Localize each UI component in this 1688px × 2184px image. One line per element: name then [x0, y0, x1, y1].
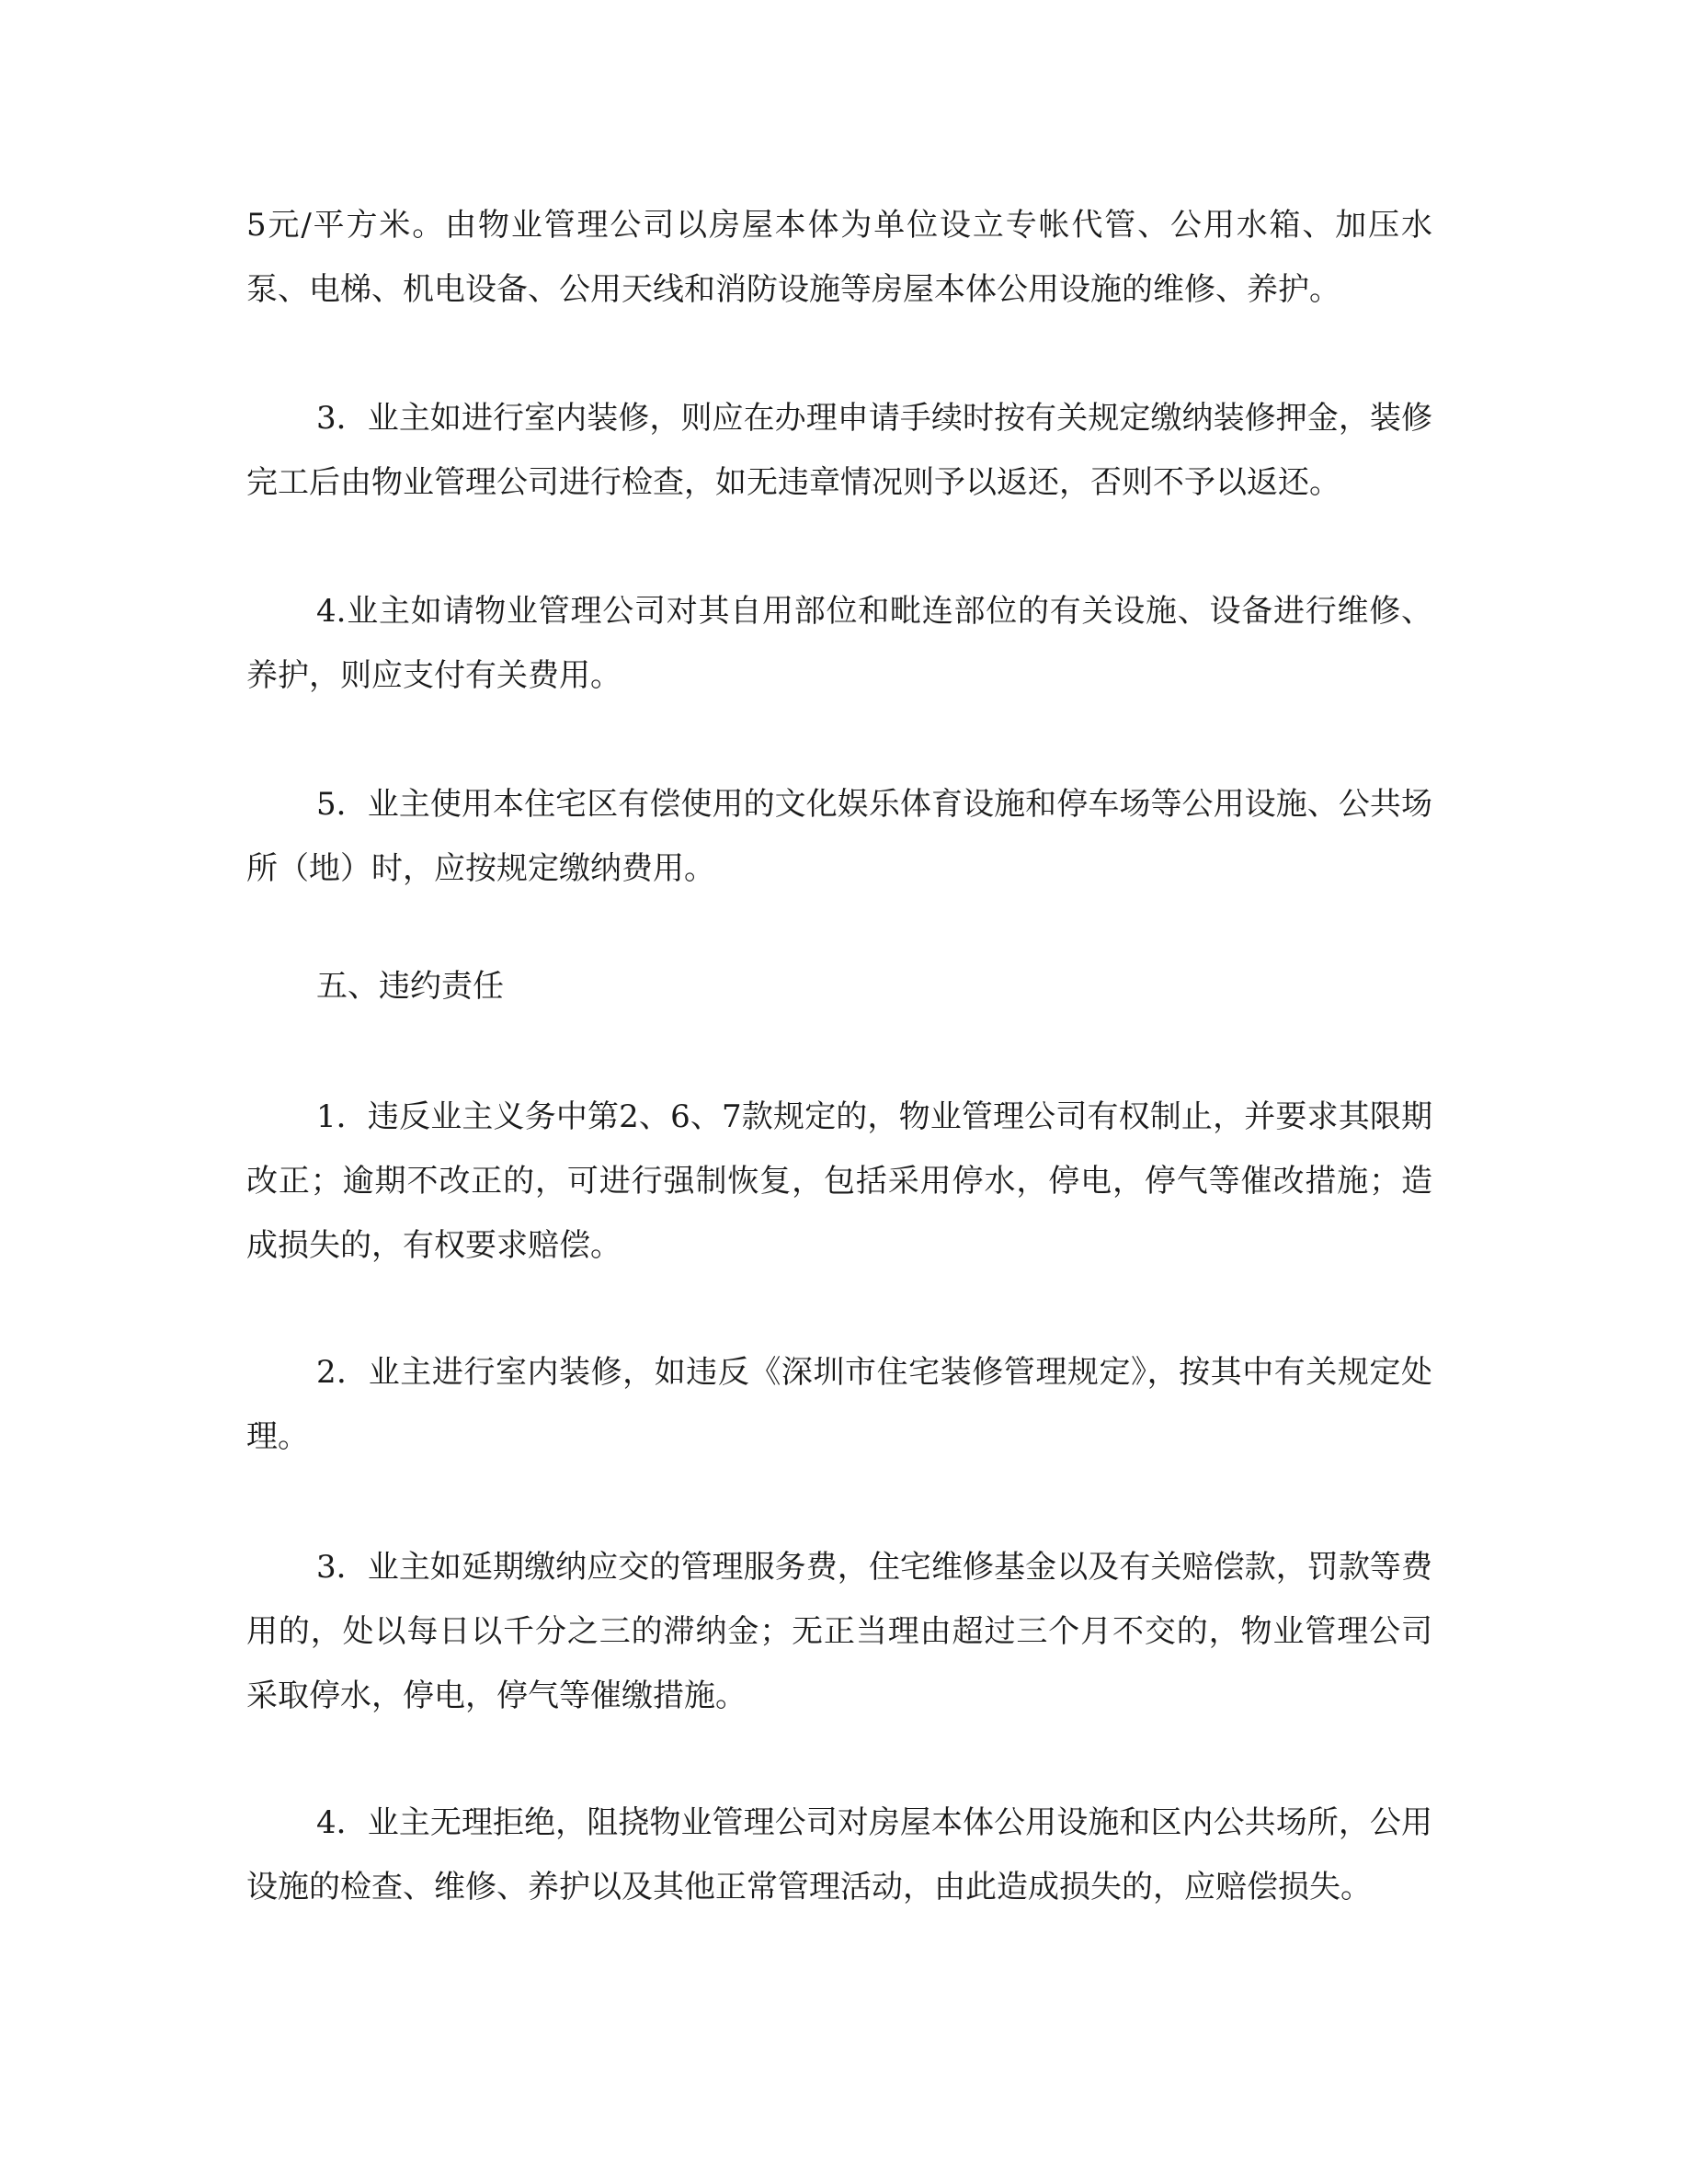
paragraph-liability-3: 3．业主如延期缴纳应交的管理服务费，住宅维修基金以及有关赔偿款，罚款等费用的，处以每日以千分之三的滞纳金；无正当理由超过三个月不交的，物业管理公司采取停水，停电，停气等催缴措施。 — [246, 1549, 1432, 1714]
paragraph-liability-2: 2．业主进行室内装修，如违反《深圳市住宅装修管理规定》，按其中有关规定处理。 — [246, 1354, 1432, 1455]
paragraph-paid-facilities: 5．业主使用本住宅区有偿使用的文化娱乐体育设施和停车场等公用设施、公共场所（地）时，应按规定缴纳费用。 — [246, 786, 1432, 887]
paragraph-liability-4: 4．业主无理拒绝，阻挠物业管理公司对房屋本体公用设施和区内公共场所，公用设施的检查、维修、养护以及其他正常管理活动，由此造成损失的，应赔偿损失。 — [246, 1804, 1432, 1905]
section-heading-liability: 五、违约责任 — [316, 968, 504, 1005]
paragraph-maintenance-fund-continued: 5元/平方米。由物业管理公司以房屋本体为单位设立专帐代管、公用水箱、加压水泵、电梯、机电设备、公用天线和消防设施等房屋本体公用设施的维修、养护。 — [246, 207, 1432, 308]
paragraph-self-use-repair: 4.业主如请物业管理公司对其自用部位和毗连部位的有关设施、设备进行维修、养护，则应支付有关费用。 — [246, 593, 1432, 694]
paragraph-renovation-deposit: 3．业主如进行室内装修，则应在办理申请手续时按有关规定缴纳装修押金，装修完工后由物业管理公司进行检查，如无违章情况则予以返还，否则不予以返还。 — [246, 400, 1432, 501]
paragraph-liability-1: 1．违反业主义务中第2、6、7款规定的，物业管理公司有权制止，并要求其限期改正；逾期不改正的，可进行强制恢复，包括采用停水，停电，停气等催改措施；造成损失的，有权要求赔偿。 — [246, 1098, 1432, 1264]
